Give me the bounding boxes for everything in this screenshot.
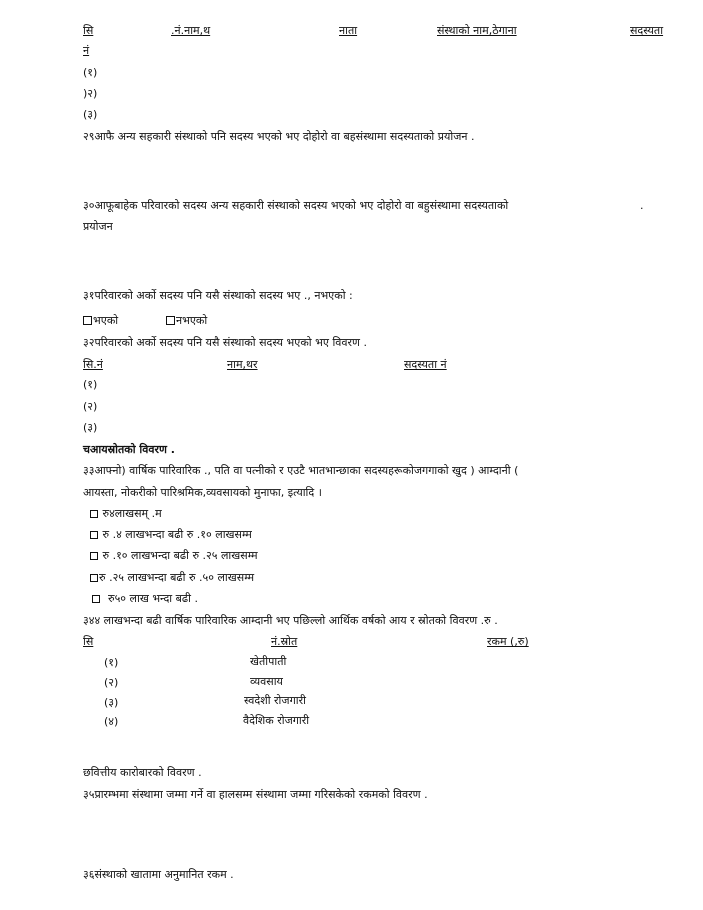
income-section-title: चआयस्रोतको विवरण . [83,443,175,456]
checkbox-yes[interactable] [83,316,92,325]
income-checkbox-5[interactable] [92,595,100,603]
option-no-label: नभएको [176,314,208,327]
question-36: ३६संस्थाको खातामा अनुमानित रकम . [83,868,234,881]
q34-row-3-num: (३) [104,696,119,709]
table1-header-wrap: नं [83,44,90,57]
q34-row-4-num: (४) [104,715,119,728]
income-option-3-label: रु .१० लाखभन्दा बढी रु .२५ लाखसम्म [102,549,258,562]
financial-section-title: छवित्तीय कारोबारको विवरण . [83,766,202,779]
table1-row-2: )२) [83,87,98,100]
checkbox-no[interactable] [166,316,175,325]
table1-row-1: (१) [83,66,98,79]
q34-row-1-num: (१) [104,656,119,669]
income-option-5[interactable] [92,592,198,606]
table1-header-sn: सि [83,24,94,37]
question-30-line1: ३०आफूबाहेक परिवारको सदस्य अन्य सहकारी संस्थाको सदस्य भएको भए दोहोरो वा बहुसंस्थामा सदस्यताको [83,199,509,212]
question-31: ३१परिवारको अर्को सदस्य पनि यसै संस्थाको सदस्य भए ., नभएको : [83,289,353,302]
income-option-5-label: रु५० लाख भन्दा बढी . [108,592,198,605]
income-checkbox-2[interactable] [90,531,98,539]
table1-header-name: .नं.नाम,थ [171,24,211,37]
option-yes[interactable] [83,314,118,328]
question-32: ३२परिवारको अर्को सदस्य पनि यसै संस्थाको सदस्य भएको भए विवरण . [83,336,367,349]
q32-header-sn: सि.नं [83,358,103,371]
q34-row-1-source: खेतीपाती [250,655,287,668]
question-30-line2: प्रयोजन [83,220,113,233]
income-checkbox-1[interactable] [90,510,98,518]
income-option-2-label: रु .४ लाखभन्दा बढी रु .१० लाखसम्म [102,528,252,541]
income-option-4[interactable] [90,571,254,585]
option-yes-label: भएको [93,314,119,327]
income-option-4-label: रु .२५ लाखभन्दा बढी रु .५० लाखसम्म [99,571,255,584]
income-checkbox-4[interactable] [90,574,98,582]
q32-row-3: (३) [83,421,98,434]
question-35: ३५प्रारम्भमा संस्थामा जम्मा गर्ने वा हालसम्म संस्थामा जम्मा गरिसकेको रकमको विवरण . [83,788,428,801]
income-option-2[interactable] [90,528,252,542]
q34-header-sn: सि [83,635,94,648]
q32-header-membership: सदस्यता नं [404,358,447,371]
q34-header-amount: रकम (,रु) [487,635,529,648]
q32-header-name: नाम,थर [227,358,258,371]
table1-header-institution: संस्थाको नाम,ठेगाना [437,24,517,37]
q32-row-2: (२) [83,400,98,413]
table1-header-relation: नाता [339,24,358,37]
table1-row-3: (३) [83,108,98,121]
q34-row-3-source: स्वदेशी रोजगारी [244,694,306,707]
question-29: २९आफै अन्य सहकारी संस्थाको पनि सदस्य भएको भए दोहोरो वा बहसंस्थामा सदस्यताको प्रयोजन . [83,130,475,143]
q34-row-2-num: (२) [104,676,119,689]
income-option-3[interactable] [90,549,258,563]
income-option-1-label: रु४लाखसम् .म [102,507,162,520]
q34-row-2-source: व्यवसाय [250,675,283,688]
question-33-line1: ३३आफ्नो) वार्षिक पारिवारिक ., पति वा पत्नीको र एउटै भातभान्छाका सदस्यहरूकोजगगाको खुद ) आम्दानी ( [83,464,519,477]
q34-row-4-source: वैदेशिक रोजगारी [243,714,310,727]
q34-header-source: नं.स्रोत [271,635,298,648]
q32-row-1: (१) [83,378,98,391]
table1-header-membership: सदस्यता [630,24,664,37]
income-option-1[interactable] [90,507,162,521]
question-34: ३४४ लाखभन्दा बढी वार्षिक पारिवारिक आम्दानी भए पछिल्लो आर्थिक वर्षको आय र स्रोतको विवरण .रु . [83,614,498,627]
question-33-line2: आयस्ता, नोकरीको पारिश्रमिक,व्यवसायको मुनाफा, इत्यादि । [83,486,322,499]
question-30-dot: . [640,199,644,212]
income-checkbox-3[interactable] [90,552,98,560]
option-no[interactable] [166,314,207,328]
